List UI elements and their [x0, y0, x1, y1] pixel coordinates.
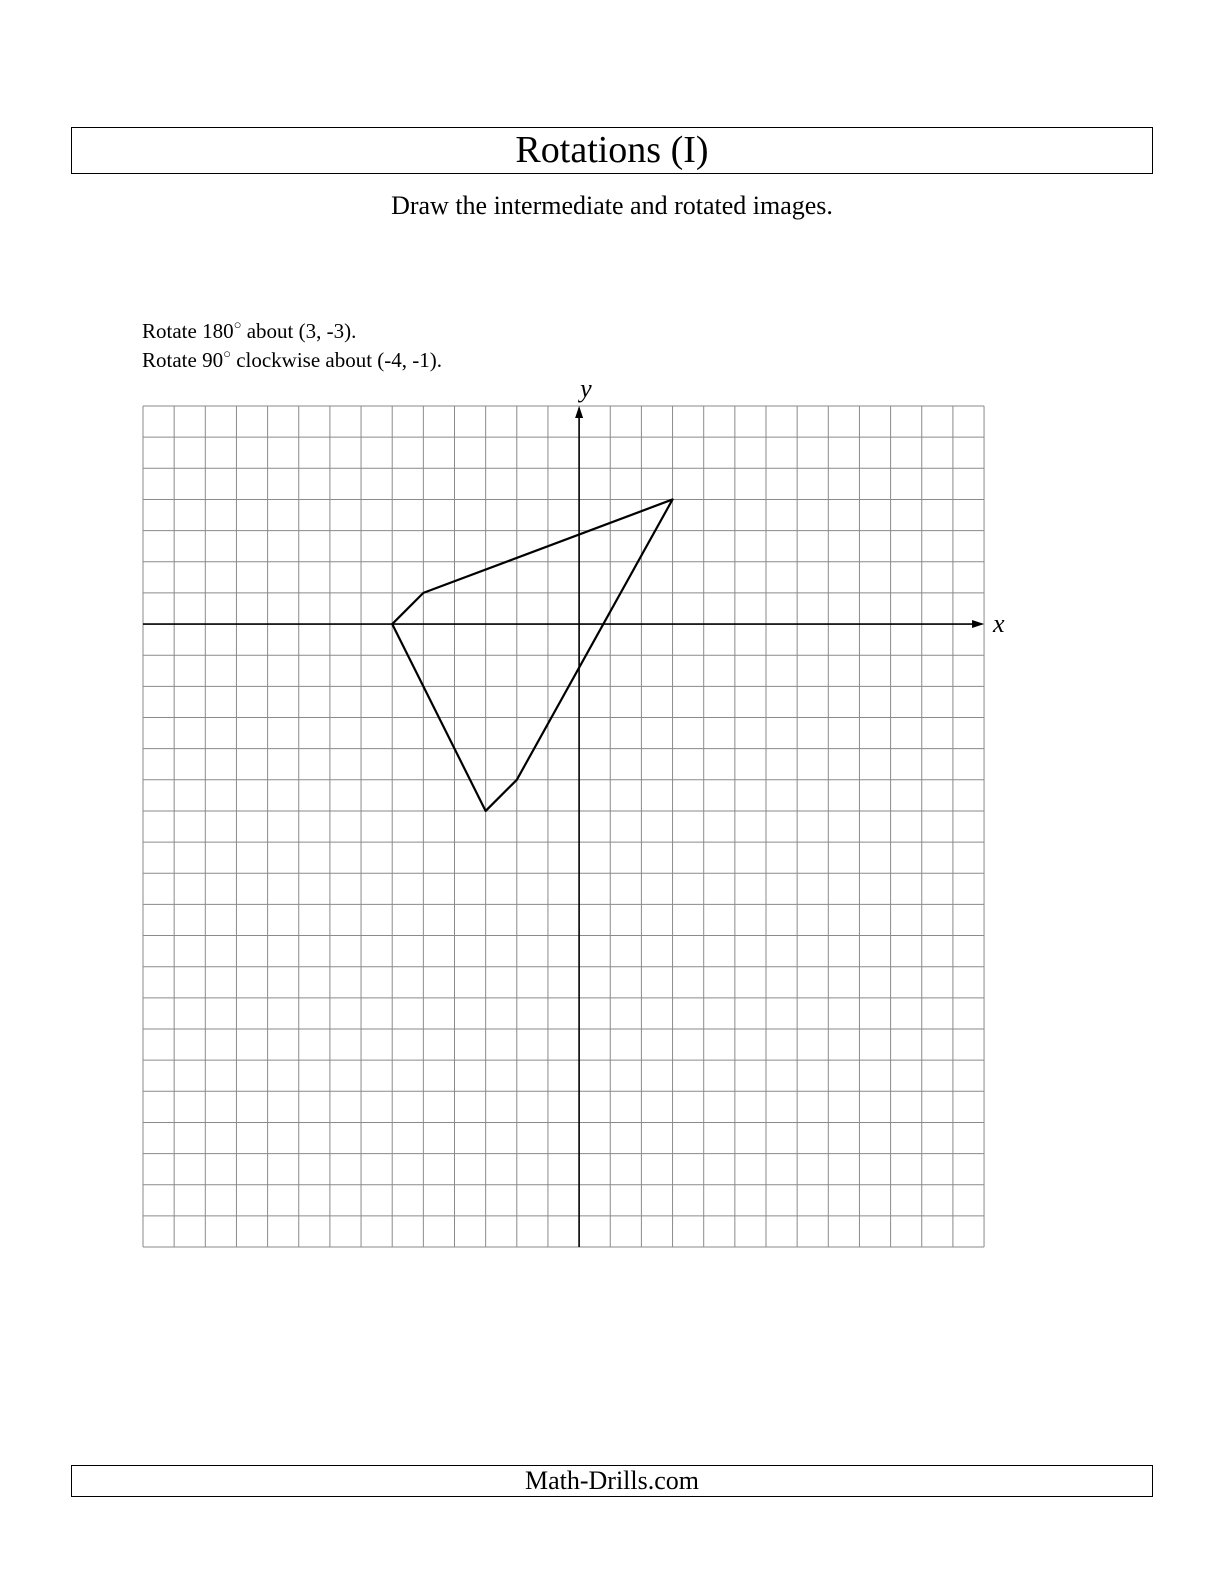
instruction-2-suffix: clockwise about (-4, -1).	[230, 348, 443, 372]
instruction-1-prefix: Rotate 180	[142, 319, 234, 343]
grid-lines	[143, 406, 984, 1247]
instruction-2-prefix: Rotate 90	[142, 348, 224, 372]
x-axis-label: x	[993, 609, 1005, 639]
axes	[143, 406, 984, 1247]
x-axis-arrow-icon	[972, 620, 984, 628]
page-title: Rotations (I)	[515, 129, 709, 171]
instruction-1-suffix: about (3, -3).	[241, 319, 357, 343]
y-axis-arrow-icon	[575, 406, 583, 418]
footer-text: Math-Drills.com	[524, 1466, 700, 1495]
footer-box	[71, 1465, 1153, 1497]
degree-symbol: ○	[233, 317, 242, 332]
page-subtitle: Draw the intermediate and rotated images.	[391, 191, 833, 220]
y-axis-label: y	[580, 374, 592, 403]
degree-symbol: ○	[223, 346, 231, 361]
